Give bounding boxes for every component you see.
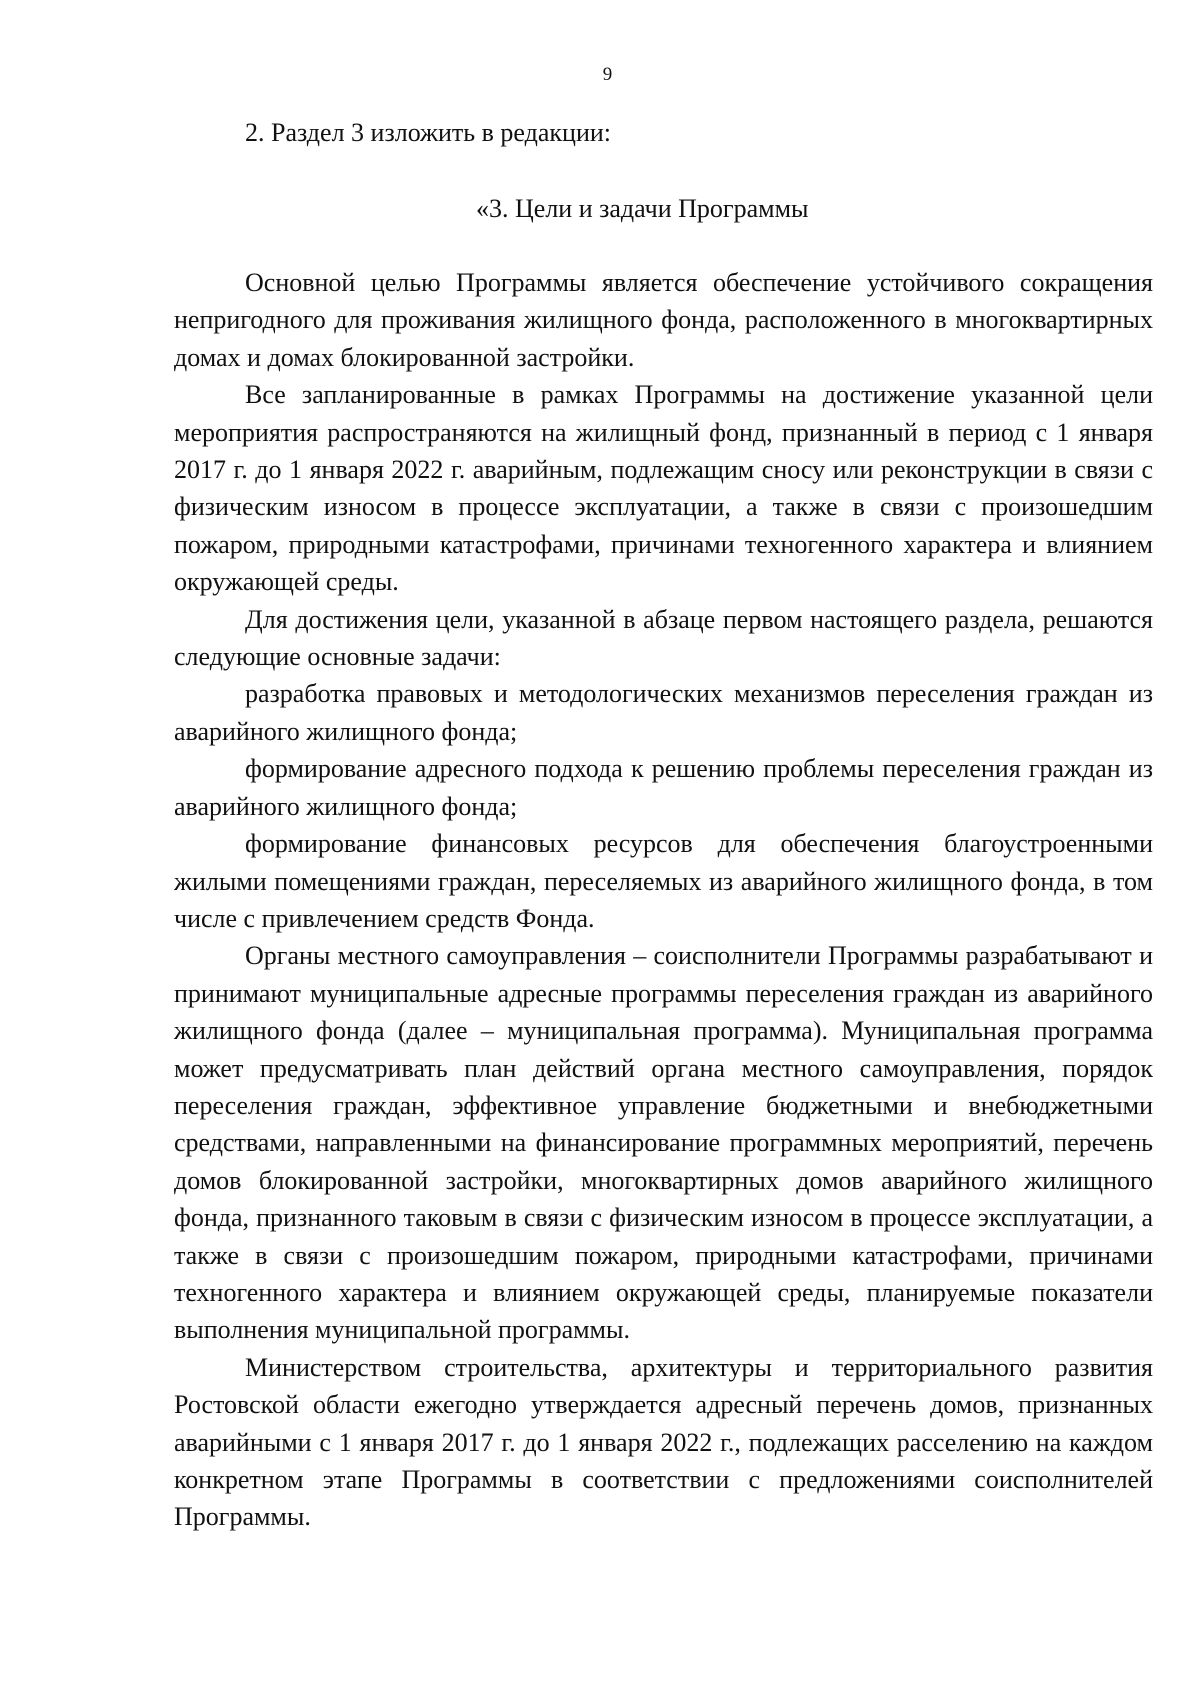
paragraph-task-targeting: формирование адресного подхода к решению проблемы переселения граждан из аварийного жилищного фонда;	[174, 754, 1153, 821]
paragraph-task-legal: разработка правовых и методологических механизмов переселения граждан из аварийного жилищного фонда;	[174, 679, 1153, 746]
page-number: 9	[602, 64, 613, 85]
paragraph-main-goal: Основной целью Программы является обеспечение устойчивого сокращения непригодного для проживания жилищного фонда, расположенного в многоквартирных домах и домах блокированной застройки.	[174, 268, 1153, 372]
section-heading: «3. Цели и задачи Программы	[476, 194, 809, 223]
intro-line: 2. Раздел 3 изложить в редакции:	[245, 118, 611, 147]
section-body	[174, 264, 1153, 1536]
paragraph-ministry-list: Министерством строительства, архитектуры и территориального развития Ростовской области ежегодно утверждается адресный перечень домов, признанных аварийными с 1 января 2017 г. до 1 января 2022 г., подлежащих расселению на каждом конкретном этапе Программы в соответствии с предложениями соисполнителей Программы.	[174, 1352, 1153, 1532]
paragraph-scope: Все запланированные в рамках Программы на достижение указанной цели мероприятия распространяются на жилищный фонд, признанный в период с 1 января 2017 г. до 1 января 2022 г. аварийным, подлежащим сносу или реконструкции в связи с физическим износом в процессе эксплуатации, а также в связи с произошедшим пожаром, природными катастрофами, причинами техногенного характера и влиянием окружающей среды.	[174, 380, 1153, 597]
paragraph-task-finance: формирование финансовых ресурсов для обеспечения благоустроенными жилыми помещениями граждан, переселяемых из аварийного жилищного фонда, в том числе с привлечением средств Фонда.	[174, 829, 1153, 933]
paragraph-tasks-intro: Для достижения цели, указанной в абзаце первом настоящего раздела, решаются следующие основные задачи:	[174, 604, 1153, 672]
paragraph-municipal-programs: Органы местного самоуправления – соисполнители Программы разрабатывают и принимают муниципальные адресные программы переселения граждан из аварийного жилищного фонда (далее – муниципальная программа). Муниципальная программа может предусматривать план действий органа местного самоуправления, порядок переселения граждан, эффективное управление бюджетными и внебюджетными средствами, направленными на финансирование программных мероприятий, перечень домов блокированной застройки, многоквартирных домов аварийного жилищного фонда, признанного таковым в связи с физическим износом в процессе эксплуатации, а также в связи с произошедшим пожаром, природными катастрофами, причинами техногенного характера и влиянием окружающей среды, планируемые показатели выполнения муниципальной программы.	[174, 941, 1153, 1345]
